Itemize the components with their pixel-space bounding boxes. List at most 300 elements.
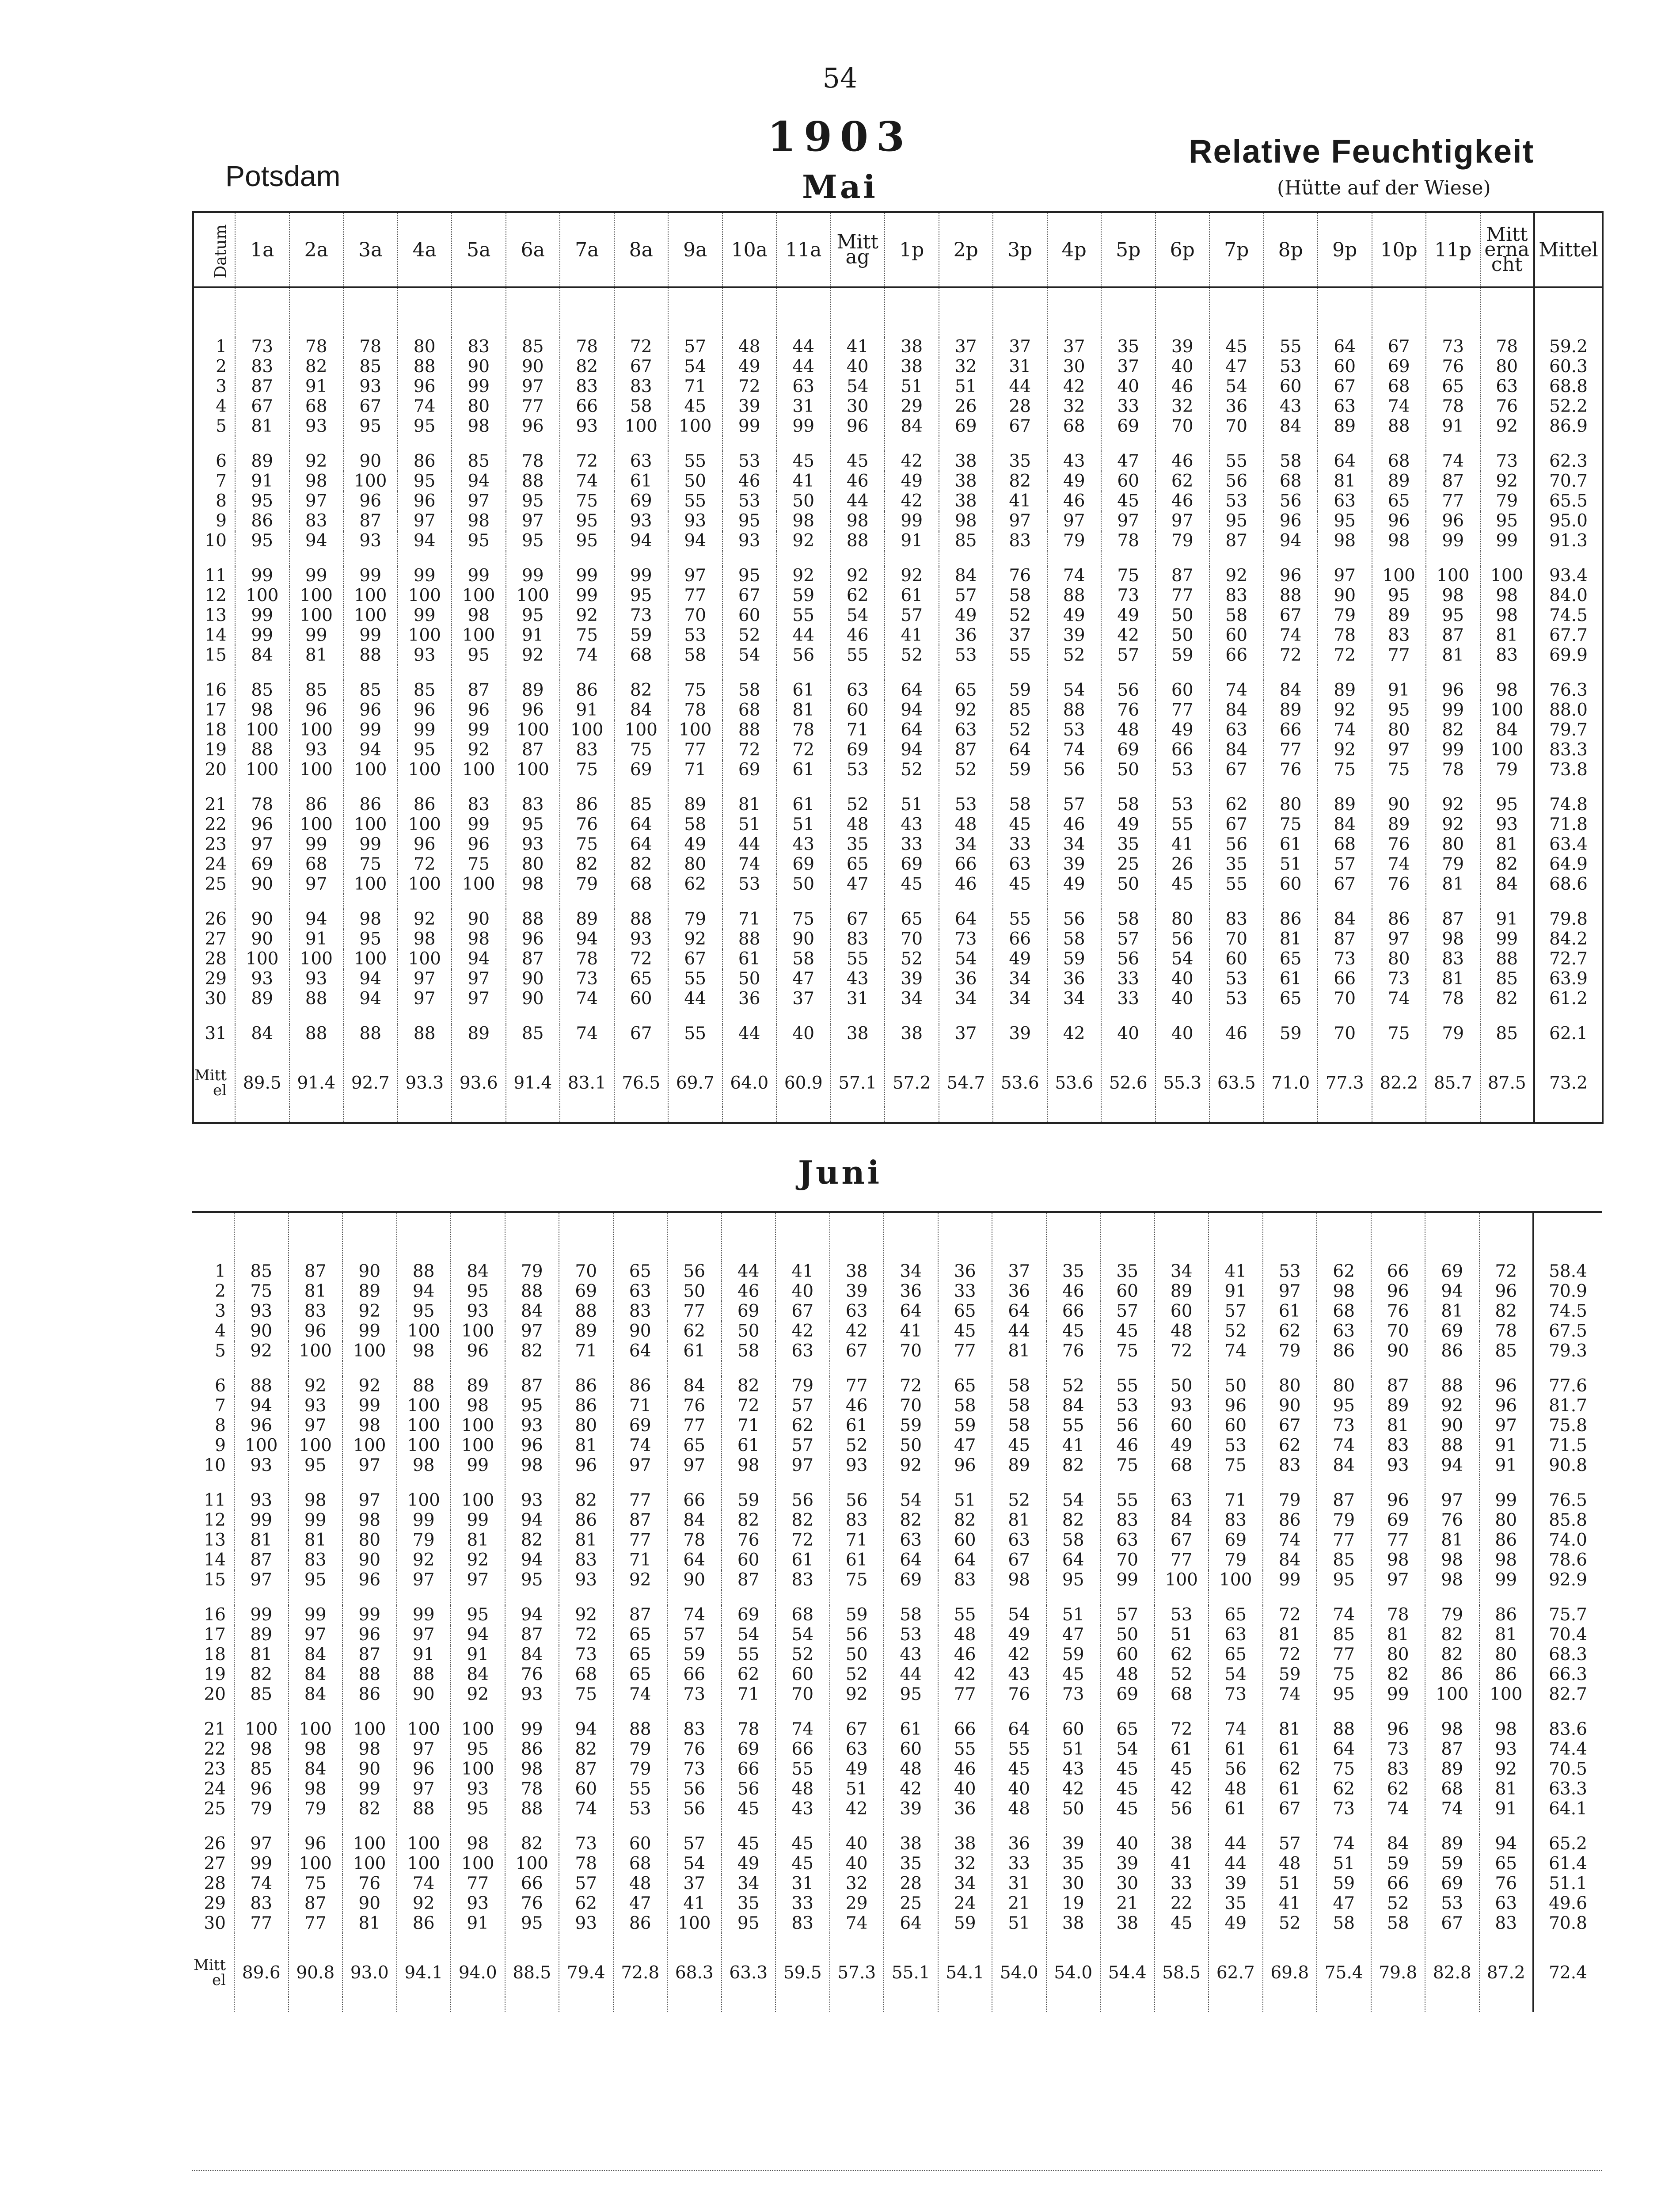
value-cell: 97 [397, 1625, 451, 1645]
value-cell: 54 [1100, 1739, 1155, 1759]
value-cell: 79 [397, 1530, 451, 1550]
value-cell: 45 [776, 451, 831, 471]
value-cell: 88 [289, 989, 344, 1009]
month-title-juni: Juni [798, 1154, 882, 1191]
spacer-cell [1046, 1361, 1101, 1376]
spacer-cell [722, 1107, 777, 1123]
daily-mean-cell: 83.3 [1534, 740, 1603, 760]
value-cell: 94 [397, 1281, 451, 1301]
spacer-cell [614, 1107, 669, 1123]
value-cell: 89 [1425, 1759, 1479, 1779]
value-cell: 80 [1479, 1510, 1534, 1530]
value-cell: 45 [1100, 1759, 1155, 1779]
spacer-cell [1479, 1212, 1534, 1261]
table-row [193, 740, 1603, 760]
value-cell: 99 [398, 606, 452, 625]
spacer-cell [506, 436, 560, 451]
value-cell: 70 [884, 1396, 938, 1416]
day-cell: 7 [215, 1396, 226, 1416]
value-cell: 88 [343, 645, 398, 665]
spacer-cell [939, 894, 993, 909]
value-cell: 100 [397, 1490, 451, 1510]
value-cell: 56 [1209, 1759, 1263, 1779]
hourly-mean-cell: 54.1 [938, 1948, 992, 1997]
value-cell: 60 [614, 989, 669, 1009]
value-cell: 49 [1155, 720, 1210, 740]
spacer-cell [831, 287, 885, 337]
daily-mean-cell: 81.7 [1533, 1396, 1602, 1416]
value-cell: 47 [1209, 357, 1264, 377]
spacer-cell [667, 1475, 722, 1490]
value-cell: 70 [1100, 1550, 1155, 1570]
value-cell: 46 [1155, 377, 1210, 396]
spacer-cell [506, 894, 560, 909]
value-cell: 85 [1317, 1550, 1371, 1570]
value-cell: 34 [1155, 1261, 1209, 1281]
spacer-cell [722, 436, 777, 451]
value-cell: 87 [506, 740, 560, 760]
daily-mean-cell: 64.1 [1533, 1799, 1602, 1819]
value-cell: 67 [1372, 337, 1426, 357]
value-cell: 52 [885, 760, 939, 780]
value-cell: 85 [235, 680, 289, 700]
spacer-cell [397, 1933, 451, 1948]
value-cell: 99 [342, 1396, 397, 1416]
value-cell: 98 [342, 1510, 397, 1530]
value-cell: 54 [992, 1605, 1046, 1625]
spacer-cell [235, 894, 289, 909]
table-row [193, 377, 1603, 396]
value-cell: 96 [343, 491, 398, 511]
value-cell: 99 [1480, 531, 1535, 551]
day-cell: 11 [205, 566, 227, 586]
value-cell: 61 [776, 760, 831, 780]
value-cell: 66 [667, 1490, 722, 1510]
value-cell: 93 [506, 834, 560, 854]
header-hour: Mitternacht [1480, 212, 1535, 287]
value-cell: 100 [343, 874, 398, 894]
value-cell: 81 [559, 1530, 613, 1550]
value-cell: 66 [1046, 1301, 1101, 1321]
value-cell: 95 [398, 471, 452, 491]
daily-mean-cell: 68.3 [1533, 1645, 1602, 1665]
spacer-cell [885, 287, 939, 337]
value-cell: 88 [397, 1799, 451, 1819]
value-cell: 47 [613, 1894, 668, 1913]
spacer-cell [235, 1044, 289, 1059]
value-cell: 63 [884, 1530, 938, 1550]
value-cell: 76 [1480, 396, 1535, 416]
value-cell: 99 [343, 720, 398, 740]
value-cell: 51 [1317, 1854, 1371, 1874]
header-hour: 11p [1426, 212, 1480, 287]
hourly-mean-cell: 59.5 [775, 1948, 830, 1997]
value-cell: 75 [668, 680, 722, 700]
value-cell: 61 [1209, 1739, 1263, 1759]
value-cell: 59 [938, 1416, 992, 1436]
value-cell: 45 [993, 874, 1047, 894]
value-cell: 85 [506, 1024, 560, 1044]
value-cell: 74 [667, 1605, 722, 1625]
value-cell: 97 [289, 491, 344, 511]
value-cell: 100 [398, 586, 452, 606]
value-cell: 67 [1318, 874, 1372, 894]
value-cell: 63 [830, 1301, 884, 1321]
value-cell: 93 [234, 1456, 289, 1475]
value-cell: 76 [505, 1894, 559, 1913]
value-cell: 94 [1479, 1834, 1534, 1854]
value-cell: 52 [885, 949, 939, 969]
spacer-cell [1209, 1590, 1263, 1605]
spacer-cell [1317, 1819, 1371, 1834]
spacer-cell [452, 894, 506, 909]
value-cell: 92 [613, 1570, 668, 1590]
value-cell: 99 [776, 416, 831, 436]
value-cell: 78 [722, 1719, 776, 1739]
value-cell: 53 [939, 645, 993, 665]
value-cell: 60 [1155, 1416, 1209, 1436]
value-cell: 52 [775, 1645, 830, 1665]
value-cell: 92 [831, 566, 885, 586]
table-row [192, 1625, 1602, 1645]
spacer-cell [1209, 1009, 1264, 1024]
value-cell: 48 [1100, 1665, 1155, 1684]
value-cell: 94 [1425, 1456, 1479, 1475]
value-cell: 44 [1209, 1854, 1263, 1874]
daily-mean-cell: 88.0 [1534, 700, 1603, 720]
value-cell: 67 [993, 416, 1047, 436]
spacer-cell [1263, 1590, 1317, 1605]
value-cell: 85 [234, 1759, 289, 1779]
value-cell: 57 [1101, 645, 1155, 665]
value-cell: 95 [289, 1456, 343, 1475]
value-cell: 83 [775, 1570, 830, 1590]
spacer-cell [668, 287, 722, 337]
spacer-cell [939, 780, 993, 795]
value-cell: 91 [885, 531, 939, 551]
value-cell: 40 [1101, 1024, 1155, 1044]
value-cell: 93 [1155, 1396, 1209, 1416]
value-cell: 45 [938, 1321, 992, 1341]
value-cell: 41 [1046, 1436, 1101, 1456]
value-cell: 61 [614, 471, 669, 491]
hourly-mean-cell: 63.5 [1209, 1059, 1264, 1107]
hourly-mean-cell: 63.3 [722, 1948, 776, 1997]
value-cell: 61 [776, 795, 831, 815]
value-cell: 77 [1426, 491, 1480, 511]
spacer-cell [776, 551, 831, 566]
value-cell: 66 [505, 1874, 559, 1894]
value-cell: 95 [235, 531, 289, 551]
value-cell: 56 [1047, 760, 1102, 780]
value-cell: 55 [831, 949, 885, 969]
value-cell: 36 [722, 989, 777, 1009]
value-cell: 88 [559, 1301, 613, 1321]
value-cell: 99 [452, 566, 506, 586]
value-cell: 99 [398, 566, 452, 586]
value-cell: 44 [992, 1321, 1046, 1341]
header-hour: 1p [885, 212, 939, 287]
spacer-cell [667, 1361, 722, 1376]
value-cell: 76 [342, 1874, 397, 1894]
value-cell: 95 [451, 1281, 505, 1301]
value-cell: 73 [560, 969, 614, 989]
value-cell: 82 [559, 1490, 613, 1510]
spacer-cell [1100, 1819, 1155, 1834]
table-row [192, 1759, 1602, 1779]
value-cell: 89 [1371, 1396, 1425, 1416]
value-cell: 83 [560, 377, 614, 396]
daily-mean-cell: 92.9 [1533, 1570, 1602, 1590]
value-cell: 74 [1426, 451, 1480, 471]
table-row [193, 645, 1603, 665]
spacer-cell [1426, 665, 1480, 680]
value-cell: 58 [1046, 1530, 1101, 1550]
value-cell: 82 [1425, 1625, 1479, 1645]
value-cell: 45 [1046, 1321, 1101, 1341]
spacer-cell [343, 1009, 398, 1024]
value-cell: 19 [1046, 1894, 1101, 1913]
value-cell: 88 [505, 1799, 559, 1819]
value-cell: 96 [234, 1779, 289, 1799]
value-cell: 53 [1047, 720, 1102, 740]
value-cell: 76 [1425, 1510, 1479, 1530]
value-cell: 39 [1047, 625, 1102, 645]
value-cell: 74 [1209, 680, 1264, 700]
spacer-cell [885, 780, 939, 795]
spacer-cell [506, 780, 560, 795]
spacer-cell [776, 1009, 831, 1024]
value-cell: 87 [342, 1645, 397, 1665]
value-cell: 53 [1263, 1261, 1317, 1281]
spacer-cell [343, 551, 398, 566]
value-cell: 88 [397, 1376, 451, 1396]
spacer-row [192, 1819, 1602, 1834]
value-cell: 100 [398, 949, 452, 969]
spacer-cell [614, 1044, 669, 1059]
spacer-cell [1209, 1997, 1263, 2012]
value-cell: 97 [397, 1779, 451, 1799]
value-cell: 91 [289, 929, 344, 949]
value-cell: 87 [235, 377, 289, 396]
value-cell: 61 [1263, 1301, 1317, 1321]
value-cell: 100 [451, 1436, 505, 1456]
value-cell: 100 [235, 949, 289, 969]
spacer-cell [1318, 894, 1372, 909]
spacer-cell [1101, 665, 1155, 680]
value-cell: 99 [397, 1510, 451, 1530]
value-cell: 39 [1155, 337, 1210, 357]
value-cell: 94 [560, 929, 614, 949]
value-cell: 60 [831, 700, 885, 720]
value-cell: 42 [884, 1779, 938, 1799]
value-cell: 82 [1480, 854, 1535, 874]
value-cell: 83 [1371, 1436, 1425, 1456]
value-cell: 89 [1318, 680, 1372, 700]
spacer-cell [614, 894, 669, 909]
spacer-cell [668, 436, 722, 451]
spacer-cell [1155, 1819, 1209, 1834]
value-cell: 88 [1425, 1376, 1479, 1396]
daily-mean-cell: 64.9 [1534, 854, 1603, 874]
value-cell: 69 [722, 1739, 776, 1759]
value-cell: 55 [1209, 451, 1264, 471]
value-cell: 63 [1155, 1490, 1209, 1510]
value-cell: 95 [451, 1739, 505, 1759]
spacer-cell [559, 1933, 613, 1948]
value-cell: 81 [1480, 625, 1535, 645]
value-cell: 56 [1101, 949, 1155, 969]
spacer-cell [1263, 1704, 1317, 1719]
table-row [192, 1719, 1602, 1739]
value-cell: 42 [885, 491, 939, 511]
value-cell: 97 [234, 1834, 289, 1854]
day-cell: 20 [205, 760, 227, 780]
value-cell: 87 [1426, 471, 1480, 491]
value-cell: 56 [667, 1779, 722, 1799]
spacer-cell [397, 1475, 451, 1490]
value-cell: 93 [343, 377, 398, 396]
spacer-cell [1534, 1107, 1603, 1123]
value-cell: 82 [1371, 1665, 1425, 1684]
spacer-cell [1047, 436, 1102, 451]
value-cell: 67 [1425, 1913, 1479, 1933]
value-cell: 57 [1209, 1301, 1263, 1321]
value-cell: 86 [505, 1739, 559, 1759]
value-cell: 50 [1100, 1625, 1155, 1645]
value-cell: 50 [776, 874, 831, 894]
value-cell: 34 [993, 969, 1047, 989]
day-cell: 16 [205, 680, 227, 700]
value-cell: 86 [342, 1684, 397, 1704]
value-cell: 97 [775, 1456, 830, 1475]
value-cell: 78 [560, 949, 614, 969]
spacer-cell [613, 1590, 668, 1605]
value-cell: 93 [505, 1416, 559, 1436]
value-cell: 90 [667, 1570, 722, 1590]
value-cell: 77 [938, 1684, 992, 1704]
value-cell: 51 [939, 377, 993, 396]
hourly-mean-cell: 58.5 [1155, 1948, 1209, 1997]
value-cell: 25 [884, 1894, 938, 1913]
value-cell: 67 [1209, 760, 1264, 780]
value-cell: 77 [1372, 645, 1426, 665]
value-cell: 72 [560, 451, 614, 471]
value-cell: 100 [397, 1854, 451, 1874]
value-cell: 72 [1479, 1261, 1534, 1281]
spacer-cell [993, 1107, 1047, 1123]
spacer-cell [668, 1009, 722, 1024]
spacer-cell [234, 1819, 289, 1834]
hourly-mean-cell: 53.6 [993, 1059, 1047, 1107]
value-cell: 36 [884, 1281, 938, 1301]
value-cell: 96 [289, 1834, 343, 1854]
value-cell: 92 [451, 1684, 505, 1704]
value-cell: 89 [452, 1024, 506, 1044]
value-cell: 100 [1426, 566, 1480, 586]
value-cell: 95 [722, 1913, 776, 1933]
spacer-cell [993, 436, 1047, 451]
value-cell: 89 [1155, 1281, 1209, 1301]
spacer-cell [993, 665, 1047, 680]
value-cell: 53 [1155, 1605, 1209, 1625]
table-row [193, 949, 1603, 969]
value-cell: 95 [343, 416, 398, 436]
value-cell: 75 [1101, 566, 1155, 586]
value-cell: 98 [1425, 1719, 1479, 1739]
value-cell: 92 [885, 566, 939, 586]
spacer-cell [1479, 1933, 1534, 1948]
value-cell: 92 [668, 929, 722, 949]
spacer-cell [452, 1009, 506, 1024]
spacer-cell [1264, 436, 1318, 451]
spacer-cell [993, 780, 1047, 795]
value-cell: 71 [668, 760, 722, 780]
value-cell: 81 [1263, 1625, 1317, 1645]
spacer-cell [1209, 780, 1264, 795]
table-row [193, 874, 1603, 894]
spacer-cell [938, 1933, 992, 1948]
spacer-cell [775, 1475, 830, 1490]
spacer-cell [506, 551, 560, 566]
value-cell: 87 [613, 1510, 668, 1530]
value-cell: 94 [234, 1396, 289, 1416]
value-cell: 58 [722, 1341, 776, 1361]
value-cell: 63 [1479, 1894, 1534, 1913]
spacer-cell [192, 1212, 234, 1261]
value-cell: 66 [1209, 645, 1264, 665]
value-cell: 73 [1317, 1416, 1371, 1436]
hourly-mean-cell: 93.3 [398, 1059, 452, 1107]
spacer-cell [885, 1107, 939, 1123]
value-cell: 64 [938, 1550, 992, 1570]
value-cell: 69 [235, 854, 289, 874]
value-cell: 97 [505, 1321, 559, 1341]
value-cell: 45 [993, 815, 1047, 834]
value-cell: 77 [1155, 700, 1210, 720]
value-cell: 55 [1100, 1376, 1155, 1396]
spacer-cell [775, 1997, 830, 2012]
value-cell: 93 [722, 531, 777, 551]
value-cell: 79 [1209, 1550, 1263, 1570]
value-cell: 83 [289, 511, 344, 531]
value-cell: 35 [1209, 854, 1264, 874]
daily-mean-cell: 74.5 [1533, 1301, 1602, 1321]
table-row [193, 700, 1603, 720]
value-cell: 41 [667, 1894, 722, 1913]
spacer-cell [1264, 894, 1318, 909]
value-cell: 98 [939, 511, 993, 531]
value-cell: 100 [342, 1436, 397, 1456]
value-cell: 95 [505, 1396, 559, 1416]
hourly-mean-cell: 57.1 [831, 1059, 885, 1107]
spacer-cell [1155, 1590, 1209, 1605]
table-row [192, 1550, 1602, 1570]
value-cell: 95 [1480, 795, 1535, 815]
value-cell: 70 [559, 1261, 613, 1281]
value-cell: 100 [343, 606, 398, 625]
value-cell: 97 [289, 1416, 343, 1436]
value-cell: 100 [398, 760, 452, 780]
value-cell: 98 [289, 1490, 343, 1510]
spacer-cell [398, 780, 452, 795]
value-cell: 91 [1480, 909, 1535, 929]
value-cell: 49 [939, 606, 993, 625]
value-cell: 39 [885, 969, 939, 989]
spacer-cell [343, 436, 398, 451]
daily-mean-cell: 93.4 [1534, 566, 1603, 586]
value-cell: 64 [1318, 337, 1372, 357]
